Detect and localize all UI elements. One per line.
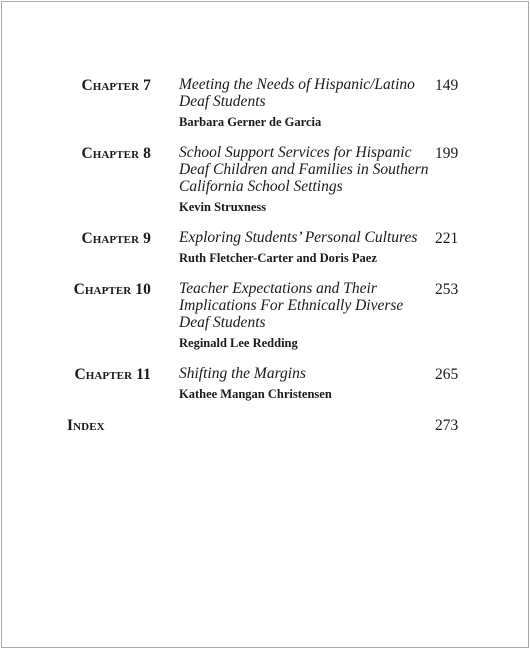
index-label: Index — [67, 417, 105, 434]
entry-content — [179, 365, 429, 402]
page-number: 253 — [435, 281, 459, 298]
entry-content — [179, 280, 429, 351]
chapter-author: Kathee Mangan Christensen — [179, 387, 332, 401]
chapter-author: Barbara Gerner de Garcia — [179, 115, 322, 129]
page-number: 273 — [435, 417, 459, 434]
chapter-label: Chapter 9 — [81, 230, 151, 247]
page-number: 221 — [435, 230, 459, 247]
chapter-author: Kevin Struxness — [179, 200, 267, 214]
toc-entry-chapter-8 — [2, 144, 528, 215]
document-page — [1, 1, 529, 648]
chapter-label: Chapter 8 — [81, 145, 151, 162]
chapter-label: Chapter 11 — [74, 366, 151, 383]
toc-entry-chapter-7 — [2, 76, 528, 130]
chapter-author: Ruth Fletcher-Carter and Doris Paez — [179, 251, 377, 265]
page-number: 265 — [435, 366, 459, 383]
chapter-author: Reginald Lee Redding — [179, 336, 298, 350]
entry-content — [179, 144, 429, 215]
chapter-label: Chapter 7 — [81, 77, 151, 94]
toc-entry-chapter-9 — [2, 229, 528, 266]
chapter-title: School Support Services for Hispanic Deaf Children and Families in Southern California School Settings — [179, 144, 429, 195]
chapter-label: Chapter 10 — [73, 281, 151, 298]
toc-entry-index — [2, 416, 528, 434]
toc-entry-chapter-10 — [2, 280, 528, 351]
toc-entry-chapter-11 — [2, 365, 528, 402]
page-number: 199 — [435, 145, 459, 162]
chapter-title: Shifting the Margins — [179, 365, 306, 382]
chapter-title: Teacher Expectations and Their Implications For Ethnically Diverse Deaf Students — [179, 280, 404, 331]
chapter-title: Meeting the Needs of Hispanic/Latino Deaf Students — [179, 76, 415, 110]
table-of-contents — [2, 76, 528, 448]
entry-content — [179, 76, 429, 130]
entry-content — [179, 229, 429, 266]
chapter-title: Exploring Students’ Personal Cultures — [179, 229, 418, 246]
page-number: 149 — [435, 77, 459, 94]
